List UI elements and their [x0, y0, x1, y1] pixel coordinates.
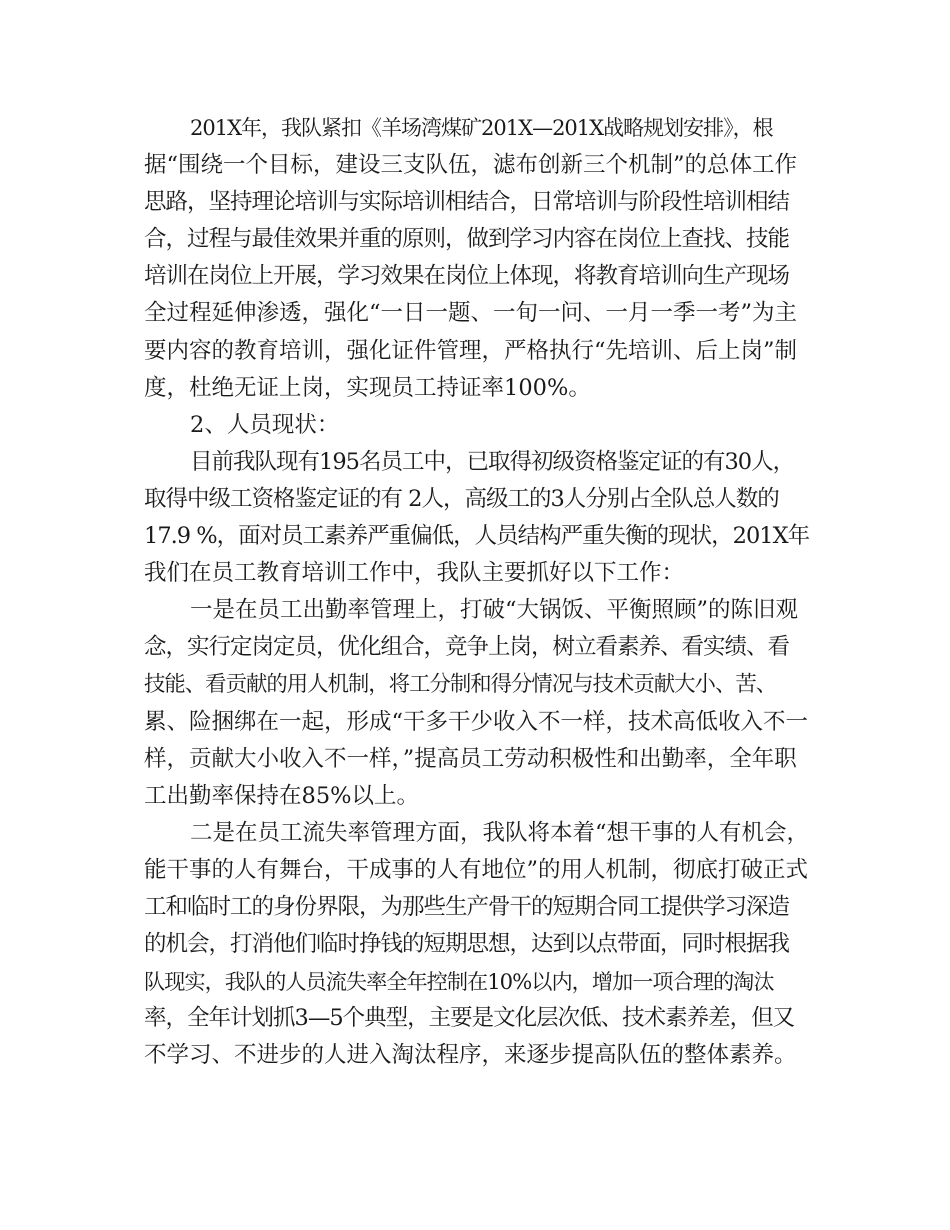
- document-body: [144, 110, 808, 1074]
- paragraph-1-line-5: 培训在岗位上开展，学习效果在岗位上体现，将教育培训向生产现场: [144, 263, 790, 290]
- section-heading-staff-status: 2、人员现状：: [190, 411, 340, 438]
- paragraph-4-line-6: 率，全年计划抓3—5个典型，主要是文化层次低、技术素养差，但又: [144, 1005, 795, 1032]
- paragraph-4-line-2: 能干事的人有舞台，干成事的人有地位”的用人机制，彻底打破正式: [144, 856, 809, 883]
- paragraph-3-line-2: 念，实行定岗定员，优化组合，竞争上岗，树立看素养、看实绩、看: [144, 634, 790, 661]
- paragraph-1-line-8: 度，杜绝无证上岗，实现员工持证率100%。: [144, 374, 591, 401]
- paragraph-4-line-4: 的机会，打消他们临时挣钱的短期思想，达到以点带面，同时根据我: [144, 931, 790, 958]
- paragraph-4-line-3: 工和临时工的身份界限，为那些生产骨干的短期合同工提供学习深造: [144, 893, 790, 920]
- paragraph-4-line-5: 队现实，我队的人员流失率全年控制在10%以内，增加一项合理的淘汰: [144, 969, 774, 995]
- paragraph-3-line-3: 技能、看贡献的用人机制，将工分制和得分情况与技术贡献大小、苦、: [144, 672, 777, 698]
- paragraph-3-line-6: 工出勤率保持在85%以上。: [144, 782, 420, 809]
- paragraph-4-line-7: 不学习、不进步的人进入淘汰程序，来逐步提高队伍的整体素养。: [144, 1042, 797, 1069]
- paragraph-1-line-1: 201X年，我队紧扣《羊场湾煤矿201X—201X战略规划安排》，根: [190, 116, 773, 140]
- paragraph-3-line-1: 一是在员工出勤率管理上，打破“大锅饭、平衡照顾”的陈旧观: [190, 597, 799, 624]
- paragraph-3-line-5: 样，贡献大小收入不一样，”提高员工劳动积极性和出勤率，全年职: [144, 745, 797, 772]
- paragraph-1-line-6: 全过程延伸渗透，强化“一日一题、一旬一问、一月一季一考”为主: [144, 300, 798, 327]
- paragraph-3-line-4: 累、险捆绑在一起，形成“干多干少收入不一样，技术高低收入不一: [144, 708, 809, 735]
- paragraph-1-line-7: 要内容的教育培训，强化证件管理，严格执行“先培训、后上岗”制: [144, 337, 798, 364]
- paragraph-2-line-2: 取得中级工资格鉴定证的有 2人，高级工的3人分别占全队总人数的: [144, 485, 779, 512]
- paragraph-4-line-1: 二是在员工流失率管理方面，我队将本着“想干事的人有机会，: [190, 819, 810, 846]
- paragraph-2-line-4: 我们在员工教育培训工作中，我队主要抓好以下工作：: [144, 560, 685, 587]
- paragraph-1-line-3: 思路，坚持理论培训与实际培训相结合，日常培训与阶段性培训相结: [144, 189, 790, 216]
- paragraph-1-line-2: 据“围绕一个目标，建设三支队伍，滤布创新三个机制”的总体工作: [144, 152, 798, 179]
- paragraph-1-line-4: 合，过程与最佳效果并重的原则，做到学习内容在岗位上查找、技能: [144, 226, 790, 253]
- paragraph-2-line-3: 17.9 %，面对员工素养严重偏低，人员结构严重失衡的现状，201X年: [144, 523, 810, 550]
- paragraph-2-line-1: 目前我队现有195名员工中，已取得初级资格鉴定证的有30人，: [190, 448, 795, 475]
